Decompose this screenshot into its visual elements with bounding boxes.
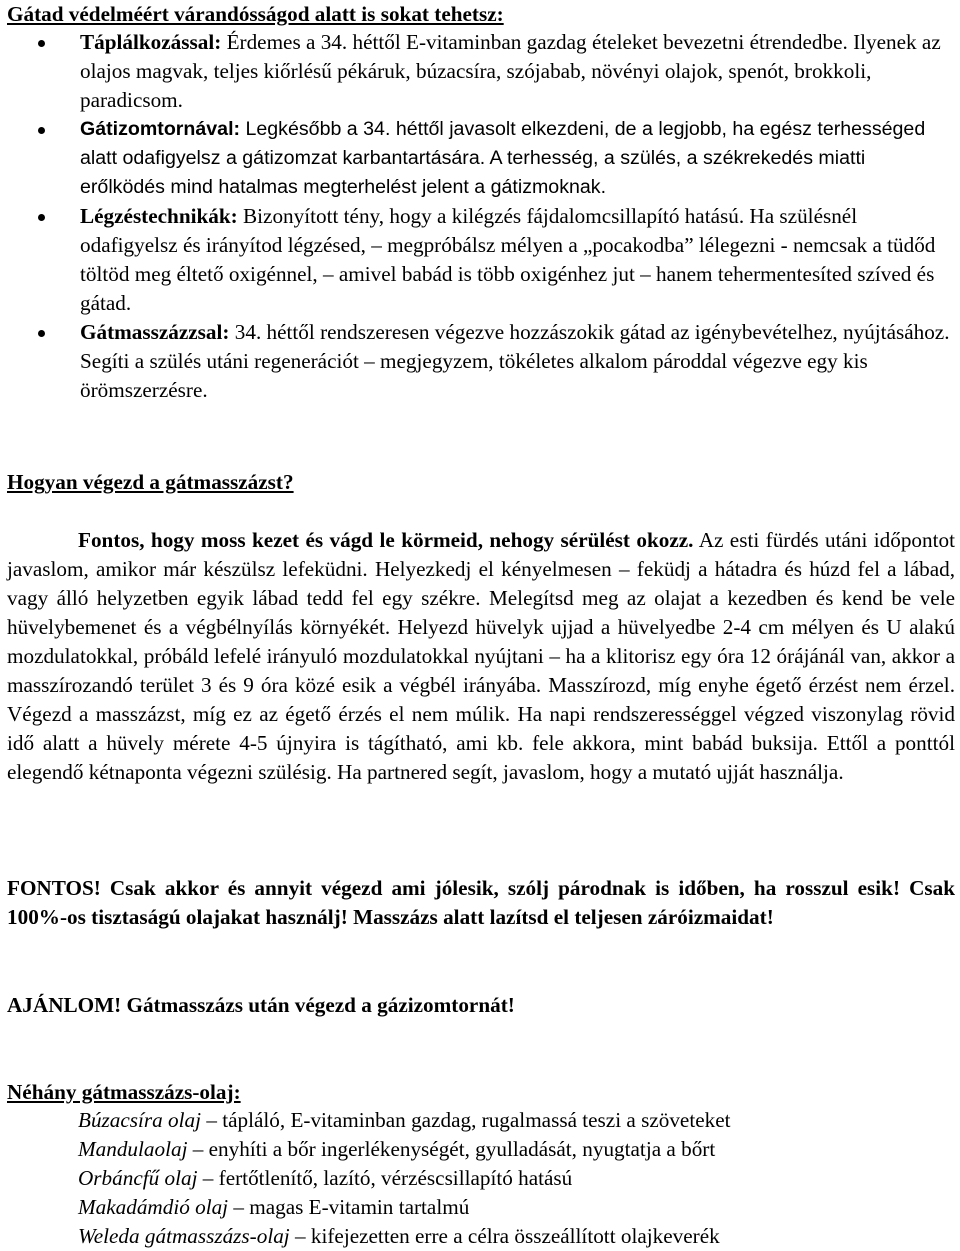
list-item: [78, 1106, 731, 1135]
bullet-icon: [38, 40, 45, 47]
bullet-title: Gátmasszázzsal:: [80, 320, 230, 344]
howto-text: Az esti fürdés utáni időpontot javaslom, amikor már készülsz lefeküdni. Helyezkedj el kényelmesen – feküdj a hátadra és húzd fel a lábad, vagy álló helyzetben egyik lábad tedd fel egy székre. Melegítsd meg az olajat a kezedben és kend be vele hüvelybemenet és a végbélnyílás környékét. Helyezd hüvelyk ujjad a hüvelyedbe 2-4 cm mélyen és U alakú mozdulatokkal, próbáld lefelé irányuló mozdulatokkal nyújtani – ha a klitorisz egy óra 12 órájánál van, akkor a masszírozandó terület 3 és 9 óra közé esik a végbél irányába. Masszírozd, míg enyhe égető érzést nem érzel. Végezd a masszázst, míg ez az égető érzés el nem múlik. Ha napi rendszerességgel végzed viszonylag rövid idő alatt a hüvely mérete 4-5 újnyira is tágítható, ami kb. fele akkora, mint babád buksija. Ettől a ponttól elegendő kétnaponta végezni szülésig. Ha partnered segít, javaslom, hogy a mutató ujját használja.: [7, 528, 955, 784]
fontos-paragraph: FONTOS! Csak akkor és annyit végezd ami jólesik, szólj párodnak is időben, ha rosszul esik! Csak 100%-os tisztaságú olajakat használj! Masszázs alatt lazítsd el teljesen záróizmaidat!: [7, 876, 955, 929]
oil-name: Makadámdió olaj: [78, 1195, 229, 1219]
bullet-icon: [38, 127, 45, 134]
oil-list: [78, 1106, 731, 1251]
oil-desc: – enyhíti a bőr ingerlékenységét, gyulladását, nyugtatja a bőrt: [187, 1137, 716, 1161]
bullet-text: Legkésőbb a 34. héttől javasolt elkezdeni, de a legjobb, ha egész terhességed alatt odafigyelsz a gátizomzat karbantartására. A terhesség, a szülés, a székrekedés miatti erőlködés mind hatalmas megterhelést jelent a gátizmoknak.: [80, 118, 926, 198]
oil-desc: – magas E-vitamin tartalmú: [228, 1195, 470, 1219]
howto-paragraph: [7, 526, 955, 787]
list-item: [7, 318, 955, 405]
bullet-text: Bizonyított tény, hogy a kilégzés fájdalomcsillapító hatású. Ha szülésnél odafigyelsz és irányítod légzésed, – megpróbálsz mélyen a „pocakodba” lélegezni - nemcsak a tüdőd töltöd meg éltető oxigénnel, – amivel babád is több oxigénhez jut – hanem tehermentesíted szíved és gátad.: [80, 204, 936, 315]
list-item: [78, 1193, 731, 1222]
oil-desc: – fertőtlenítő, lazító, vérzéscsillapító hatású: [197, 1166, 573, 1190]
oil-name: Mandulaolaj: [78, 1137, 188, 1161]
list-item: [7, 202, 955, 318]
list-item: [7, 28, 955, 115]
oil-desc: – kifejezetten erre a célra összeállított olajkeverék: [289, 1224, 720, 1248]
bullet-title: Gátizomtornával:: [80, 118, 241, 140]
howto-heading: Hogyan végezd a gátmasszázst?: [7, 470, 294, 494]
list-item: [78, 1164, 731, 1193]
oil-name: Búzacsíra olaj: [78, 1108, 202, 1132]
oil-name: Orbáncfű olaj: [78, 1166, 198, 1190]
bullet-title: Légzéstechnikák:: [80, 204, 238, 228]
list-item: [78, 1135, 731, 1164]
intro-heading: Gátad védelméért várandósságod alatt is sokat tehetsz:: [7, 2, 504, 26]
oil-desc: – tápláló, E-vitaminban gazdag, rugalmassá teszi a szöveteket: [201, 1108, 731, 1132]
bullet-text: 34. héttől rendszeresen végezve hozzászokik gátad az igénybevételhez, nyújtásához. Segíti a szülés utáni regenerációt – megjegyzem, tökéletes alkalom pároddal végezve egy kis örömszerzésre.: [80, 320, 950, 402]
bullet-title: Táplálkozással:: [80, 30, 222, 54]
howto-warning: Fontos, hogy moss kezet és vágd le körmeid, nehogy sérülést okozz.: [78, 528, 694, 552]
oil-name: Weleda gátmasszázs-olaj: [78, 1224, 290, 1248]
bullet-list: [7, 28, 955, 405]
bullet-text: Érdemes a 34. héttől E-vitaminban gazdag ételeket bevezetni étrendedbe. Ilyenek az olajos magvak, teljes kiőrlésű pékáruk, búzacsíra, szójabab, növényi olajok, spenót, brokkoli, paradicsom.: [80, 30, 941, 112]
oils-heading: Néhány gátmasszázs-olaj:: [7, 1080, 241, 1104]
ajanlom-paragraph: AJÁNLOM! Gátmasszázs után végezd a gázizomtornát!: [7, 993, 515, 1017]
list-item: [78, 1222, 731, 1251]
bullet-icon: [38, 330, 45, 337]
bullet-icon: [38, 214, 45, 221]
list-item: [7, 115, 955, 202]
